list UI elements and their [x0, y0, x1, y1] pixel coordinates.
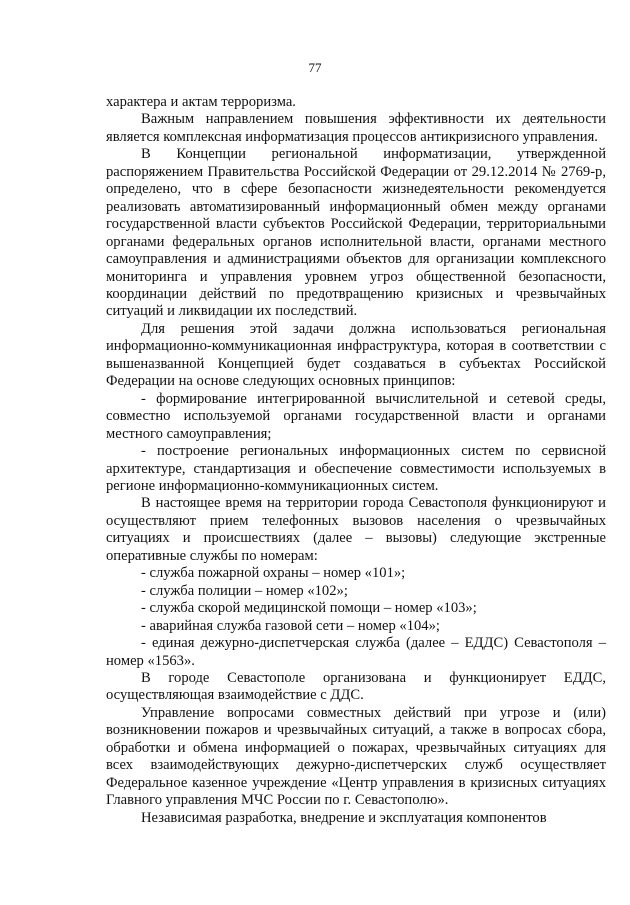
list-item-principle-2: - построение региональных информационных систем по сервисной архитектуре, стандартизация и обеспечение совместимости используемых в регионе информационно-коммуникационных систем.	[106, 443, 606, 494]
list-item-police: - служба полиции – номер «102»;	[141, 582, 348, 599]
list-item-fire-service: - служба пожарной охраны – номер «101»;	[141, 565, 406, 582]
body-text	[106, 94, 606, 827]
page-number: 77	[308, 60, 322, 75]
paragraph-4: Для решения этой задачи должна использоваться региональная информационно-коммуникационная инфраструктура, которая в соответствии с вышеназванной Концепцией будет создаваться в субъектах Российской Федерации на основе следующих основных принципов:	[106, 320, 606, 390]
list-item-gas-service: - аварийная служба газовой сети – номер «104»;	[141, 617, 440, 634]
paragraph-7: Управление вопросами совместных действий при угрозе и (или) возникновении пожаров и чрезвычайных ситуаций, а также в вопросах сбора, обработки и обмена информацией о пожарах, чрезвычайных ситуациях для всех взаимодействующих дежурно-диспетчерских служб осуществляет Федеральное казенное учреждение «Центр управления в кризисных ситуациях Главного управления МЧС России по г. Севастополю».	[106, 704, 606, 809]
paragraph-5: В настоящее время на территории города Севастополя функционируют и осуществляют прием телефонных вызовов населения о чрезвычайных ситуациях и происшествиях (далее – вызовы) следующие экстренные оперативные службы по номерам:	[106, 495, 606, 564]
paragraph-1: характера и актам терроризма.	[106, 94, 296, 110]
paragraph-3: В Концепции региональной информатизации, утвержденной распоряжением Правительства Российской Федерации от 29.12.2014 № 2769-р, определено, что в сфере безопасности жизнедеятельности рекомендуется реализовать автоматизированный информационный обмен между органами государственной власти субъектов Российской Федерации, территориальными органами федеральных органов исполнительной власти, органами местного самоуправления и администрациями объектов для организации комплексного мониторинга и управления уровнем угроз общественной безопасности, координации действий по предотвращению кризисных и чрезвычайных ситуаций и ликвидации их последствий.	[106, 146, 606, 320]
list-item-principle-1: - формирование интегрированной вычислительной и сетевой среды, совместно используемой органами государственной власти и органами местного самоуправления;	[106, 390, 606, 442]
list-item-edds: - единая дежурно-диспетчерская служба (далее – ЕДДС) Севастополя – номер «1563».	[106, 635, 606, 669]
paragraph-8: Независимая разработка, внедрение и эксплуатация компонентов	[141, 809, 547, 826]
list-item-ambulance: - служба скорой медицинской помощи – номер «103»;	[141, 600, 477, 617]
paragraph-6: В городе Севастополе организована и функционирует ЕДДС, осуществляющая взаимодействие с ДДС.	[106, 669, 606, 704]
paragraph-2: Важным направлением повышения эффективности их деятельности является комплексная информатизация процессов антикризисного управления.	[106, 111, 606, 145]
